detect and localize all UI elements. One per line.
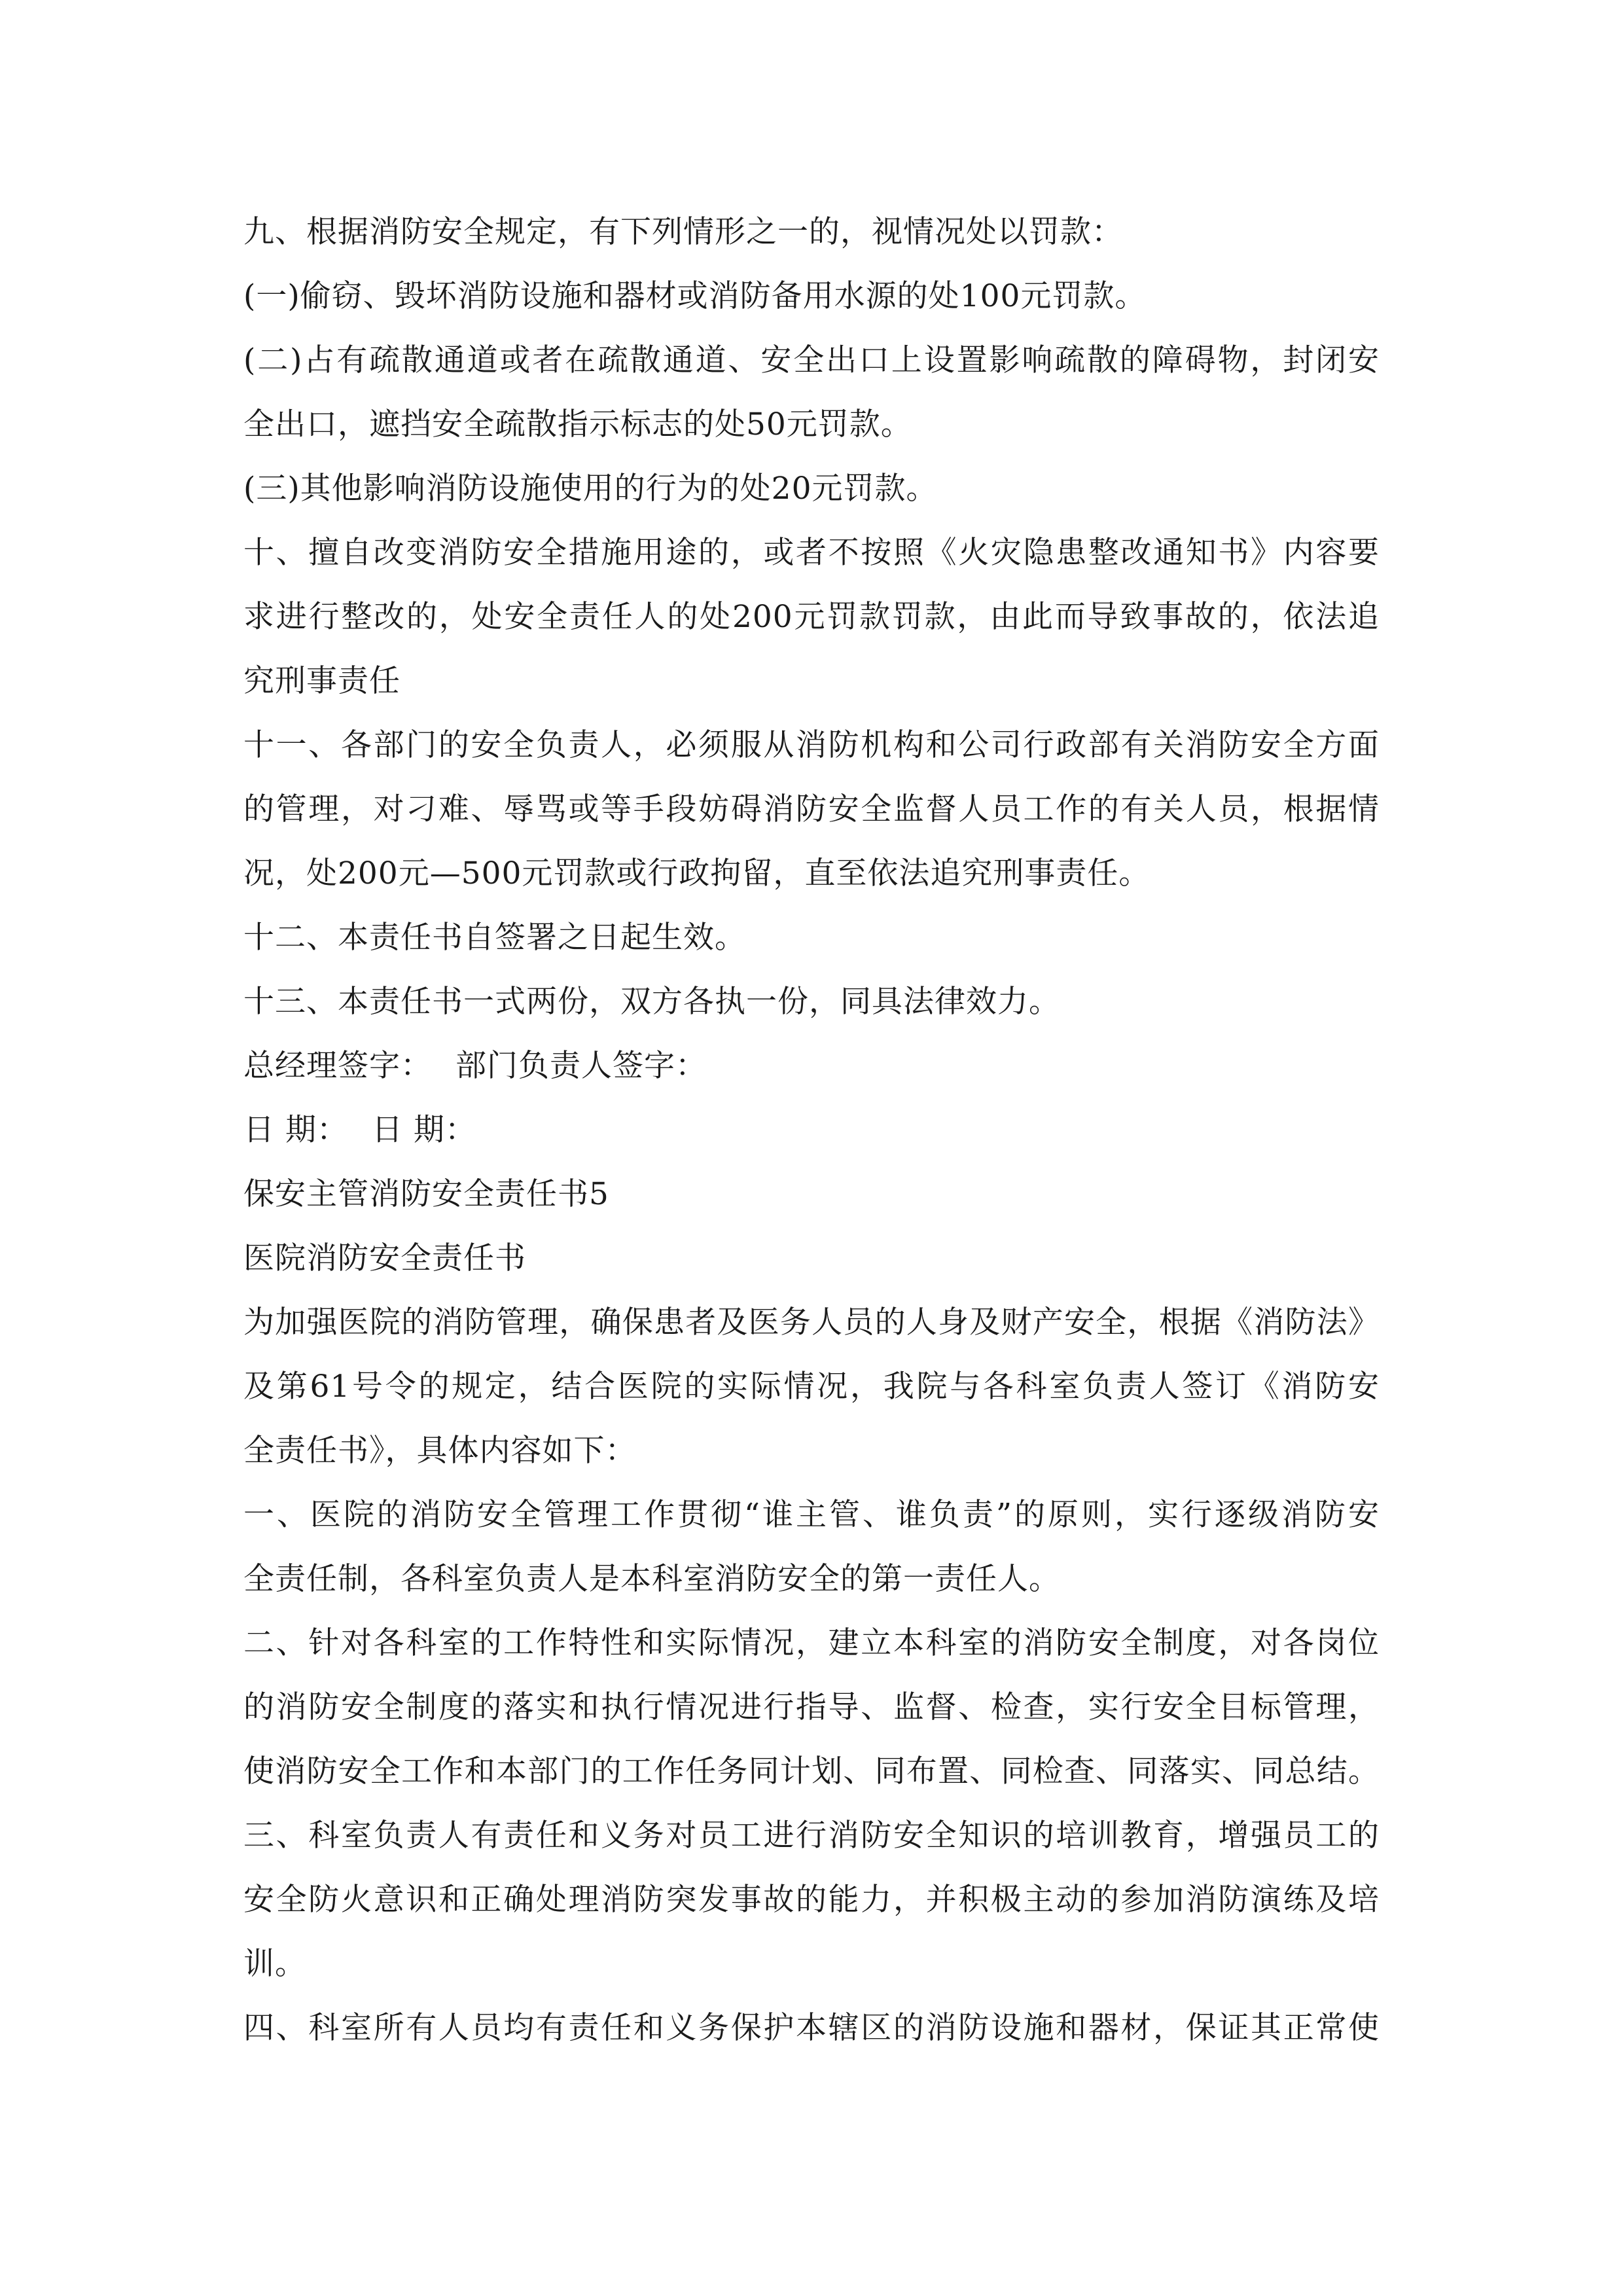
clause-11-line-3: 况，处200元—500元罚款或行政拘留，直至依法追究刑事责任。 bbox=[243, 855, 1150, 891]
clause-9-item-1: (一)偷窃、毁坏消防设施和器材或消防备用水源的处100元罚款。 bbox=[243, 278, 1147, 314]
article-2-line-2: 的消防安全制度的落实和执行情况进行指导、监督、检查，实行安全目标管理， bbox=[243, 1689, 1380, 1725]
article-3-line-1: 三、科室负责人有责任和义务对员工进行消防安全知识的培训教育，增强员工的 bbox=[243, 1818, 1380, 1854]
document-body bbox=[243, 200, 1380, 2060]
article-3-line-2: 安全防火意识和正确处理消防突发事故的能力，并积极主动的参加消防演练及培 bbox=[243, 1882, 1380, 1918]
article-1-line-1: 一、医院的消防安全管理工作贯彻“谁主管、谁负责”的原则，实行逐级消防安 bbox=[243, 1497, 1380, 1533]
clause-10-line-3: 究刑事责任 bbox=[243, 663, 401, 699]
clause-11-line-2: 的管理，对刁难、辱骂或等手段妨碍消防安全监督人员工作的有关人员，根据情 bbox=[243, 791, 1380, 827]
intro-line-1: 为加强医院的消防管理，确保患者及医务人员的人身及财产安全，根据《消防法》 bbox=[243, 1304, 1380, 1340]
article-2-line-3: 使消防安全工作和本部门的工作任务同计划、同布置、同检查、同落实、同总结。 bbox=[243, 1753, 1380, 1789]
clause-10-line-2: 求进行整改的，处安全责任人的处200元罚款罚款，由此而导致事故的，依法追 bbox=[243, 599, 1380, 635]
clause-9-item-2-line-2: 全出口，遮挡安全疏散指示标志的处50元罚款。 bbox=[243, 406, 912, 442]
date-line bbox=[243, 1098, 1380, 1162]
clause-9-item-3: (三)其他影响消防设施使用的行为的处20元罚款。 bbox=[243, 471, 938, 507]
clause-10-line-1: 十、擅自改变消防安全措施用途的，或者不按照《火灾隐患整改通知书》内容要 bbox=[243, 535, 1380, 571]
clause-11-line-1: 十一、各部门的安全负责人，必须服从消防机构和公司行政部有关消防安全方面 bbox=[243, 727, 1380, 763]
date-label-1: 日 期： bbox=[243, 1112, 348, 1148]
clause-13: 十三、本责任书一式两份，双方各执一份，同具法律效力。 bbox=[243, 984, 1060, 1020]
gm-signature-label: 总经理签字： bbox=[243, 1048, 432, 1084]
article-1-line-2: 全责任制，各科室负责人是本科室消防安全的第一责任人。 bbox=[243, 1561, 1060, 1597]
article-3-line-3: 训。 bbox=[243, 1946, 306, 1982]
intro-line-3: 全责任书》，具体内容如下： bbox=[243, 1433, 637, 1469]
article-4-line-1: 四、科室所有人员均有责任和义务保护本辖区的消防设施和器材，保证其正常使 bbox=[243, 2010, 1380, 2046]
dept-signature-label: 部门负责人签字： bbox=[455, 1048, 707, 1084]
clause-9: 九、根据消防安全规定，有下列情形之一的，视情况处以罚款： bbox=[243, 214, 1123, 250]
signature-line bbox=[243, 1034, 1380, 1098]
clause-9-item-2-line-1: (二)占有疏散通道或者在疏散通道、安全出口上设置影响疏散的障碍物，封闭安 bbox=[243, 342, 1380, 378]
article-2-line-1: 二、针对各科室的工作特性和实际情况，建立本科室的消防安全制度，对各岗位 bbox=[243, 1625, 1380, 1661]
section-title: 保安主管消防安全责任书5 bbox=[243, 1176, 609, 1212]
intro-line-2: 及第61号令的规定，结合医院的实际情况，我院与各科室负责人签订《消防安 bbox=[243, 1369, 1380, 1405]
clause-12: 十二、本责任书自签署之日起生效。 bbox=[243, 920, 746, 956]
date-label-2: 日 期： bbox=[371, 1112, 476, 1148]
document-subtitle: 医院消防安全责任书 bbox=[243, 1240, 526, 1276]
